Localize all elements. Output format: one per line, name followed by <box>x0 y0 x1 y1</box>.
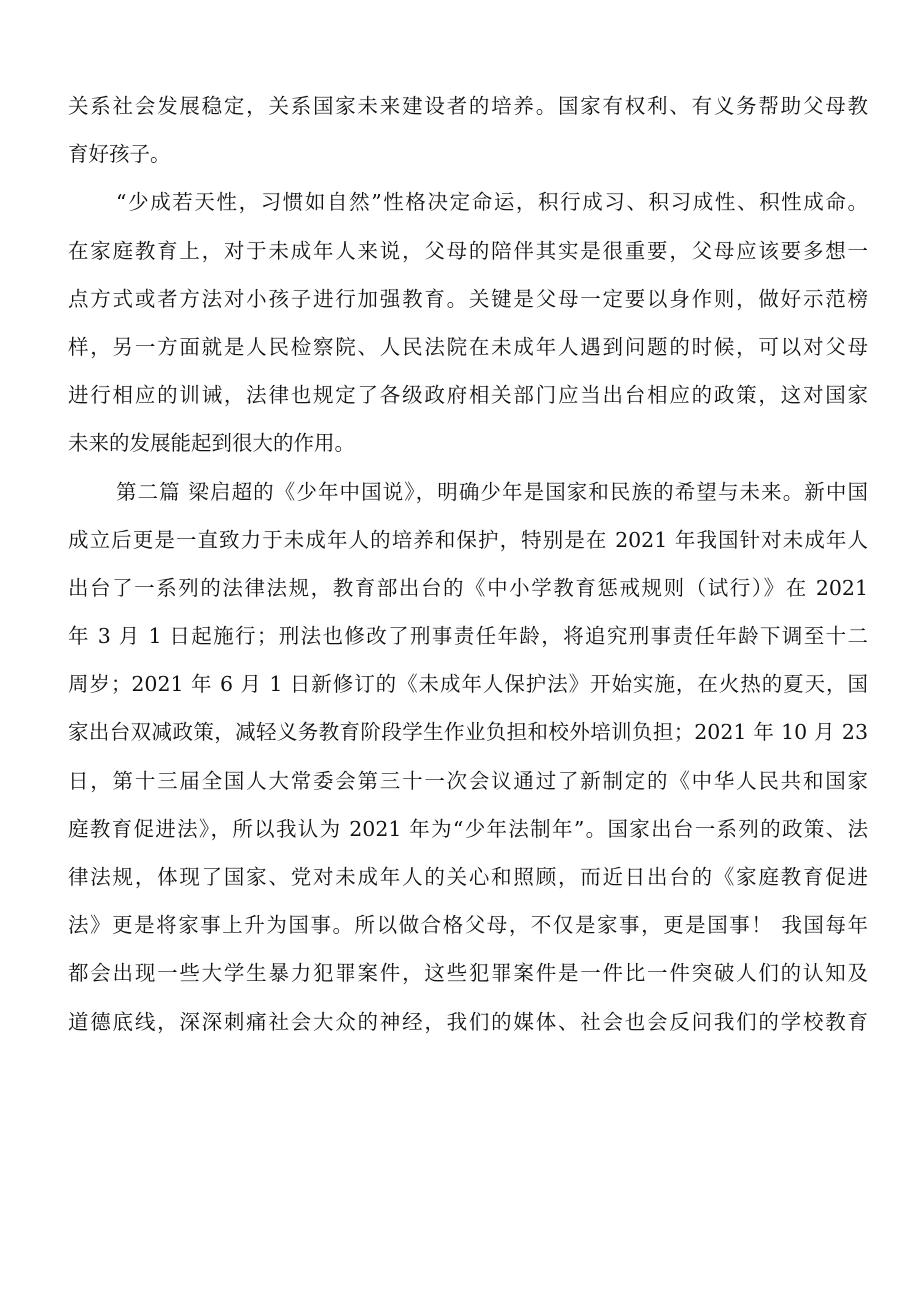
paragraph-line: 成立后更是一直致力于未成年人的培养和保护，特别是在 2021 年我国针对未成年人 <box>68 527 868 552</box>
paragraph-line: 育好孩子。 <box>68 142 171 167</box>
paragraph-3 <box>68 468 868 1046</box>
paragraph-line: 律法规，体现了国家、党对未成年人的关心和照顾，而近日出台的《家庭教育促进 <box>68 865 868 889</box>
document-body <box>68 82 868 1046</box>
paragraph-line: 周岁；2021 年 6 月 1 日新修订的《未成年人保护法》开始实施，在火热的夏天，国 <box>68 672 868 697</box>
paragraph-1 <box>68 82 868 178</box>
paragraph-line: 法》更是将家事上升为国事。所以做合格父母，不仅是家事，更是国事！ 我国每年 <box>68 913 868 938</box>
paragraph-line: 道德底线，深深刺痛社会大众的神经，我们的媒体、社会也会反问我们的学校教育 <box>68 1009 868 1034</box>
paragraph-line: 在家庭教育上，对于未成年人来说，父母的陪伴其实是很重要，父母应该要多想一 <box>68 238 868 263</box>
paragraph-line: 第二篇 梁启超的《少年中国说》，明确少年是国家和民族的希望与未来。新中国 <box>116 479 868 504</box>
paragraph-line: 家出台双减政策，减轻义务教育阶段学生作业负担和校外培训负担；2021 年 10 月 23 <box>68 720 868 745</box>
paragraph-line: 年 3 月 1 日起施行；刑法也修改了刑事责任年龄，将追究刑事责任年龄下调至十二 <box>68 624 868 649</box>
paragraph-line: 出台了一系列的法律法规，教育部出台的《中小学教育惩戒规则（试行）》在 2021 <box>68 575 868 600</box>
paragraph-2 <box>68 178 868 467</box>
paragraph-line: 样，另一方面就是人民检察院、人民法院在未成年人遇到问题的时候，可以对父母 <box>68 334 868 359</box>
paragraph-line: 日，第十三届全国人大常委会第三十一次会议通过了新制定的《中华人民共和国家 <box>68 768 868 793</box>
paragraph-line: 点方式或者方法对小孩子进行加强教育。关键是父母一定要以身作则，做好示范榜 <box>68 286 868 311</box>
paragraph-line: 都会出现一些大学生暴力犯罪案件，这些犯罪案件是一件比一件突破人们的认知及 <box>68 961 868 986</box>
paragraph-line: 未来的发展能起到很大的作用。 <box>68 431 355 456</box>
paragraph-line: “少成若天性，习惯如自然”性格决定命运，积行成习、积习成性、积性成命。 <box>116 190 868 215</box>
paragraph-line: 关系社会发展稳定，关系国家未来建设者的培养。国家有权利、有义务帮助父母教 <box>68 94 868 118</box>
paragraph-line: 进行相应的训诫，法律也规定了各级政府相关部门应当出台相应的政策，这对国家 <box>68 383 868 408</box>
paragraph-line: 庭教育促进法》，所以我认为 2021 年为“少年法制年”。国家出台一系列的政策、法 <box>68 816 868 841</box>
